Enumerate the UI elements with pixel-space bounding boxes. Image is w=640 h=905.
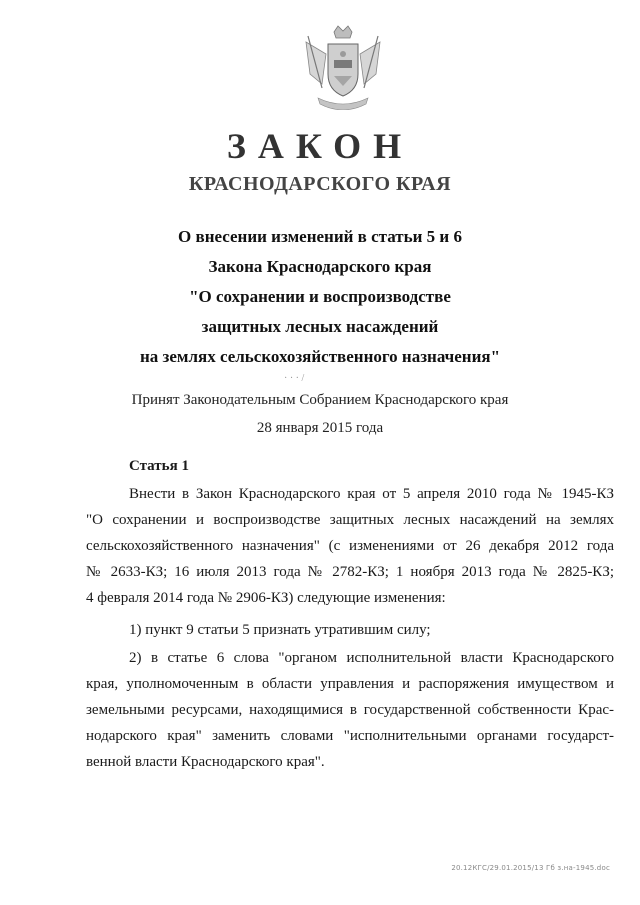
article-item-1 (86, 617, 614, 643)
article-paragraph-intro (86, 481, 614, 611)
text-line: 1) пункт 9 статьи 5 признать утратившим силу; (129, 622, 431, 638)
adopted-line: Принят Законодательным Собранием Краснодарского края (131, 392, 509, 408)
subject-line: "О сохранении и воспроизводстве (189, 287, 451, 306)
text-line: "О сохранении и воспроизводстве защитных лесных насаждений на землях (86, 512, 614, 528)
subject-line: на землях сельскохозяйственного назначения" (139, 347, 501, 366)
text-line: 2) в статье 6 слова "органом исполнительной власти Краснодарского (129, 650, 614, 666)
coat-of-arms-icon (296, 24, 390, 110)
text-line: сельскохозяйственного назначения" (с изменениями от 26 декабря 2012 года (86, 538, 614, 554)
text-line: края, уполномоченным в области управления и распоряжения имуществом и (86, 676, 614, 692)
text-line: № 2633-КЗ; 16 июля 2013 года № 2782-КЗ; 1 ноября 2013 года № 2825-КЗ; (86, 564, 614, 580)
text-line: 4 февраля 2014 года № 2906-КЗ) следующие изменения: (86, 590, 446, 606)
subject-line: защитных лесных насаждений (201, 317, 439, 336)
text-line: венной власти Краснодарского края". (86, 754, 325, 770)
text-line: земельными ресурсами, находящимися в государственной собственности Крас- (86, 702, 614, 718)
adoption-block (0, 386, 640, 442)
region-title: КРАСНОДАРСКОГО КРАЯ (188, 173, 452, 195)
text-line: Внести в Закон Краснодарского края от 5 апреля 2010 года № 1945-КЗ (129, 486, 614, 502)
adopted-date: 28 января 2015 года (256, 420, 384, 436)
law-subject (0, 222, 640, 372)
scan-mark: · · · / (284, 373, 305, 384)
article-item-2 (86, 645, 614, 775)
law-title: ЗАКОН (226, 126, 414, 166)
text-line: нодарского края" заменить словами "исполнительными органами государст- (86, 728, 614, 744)
footer-document-code: 20.12КГС/29.01.2015/13 Гб з.на-1945.doc (451, 864, 610, 872)
subject-line: О внесении изменений в статьи 5 и 6 (178, 227, 462, 246)
subject-line: Закона Краснодарского края (208, 257, 432, 276)
article-heading: Статья 1 (129, 458, 189, 474)
